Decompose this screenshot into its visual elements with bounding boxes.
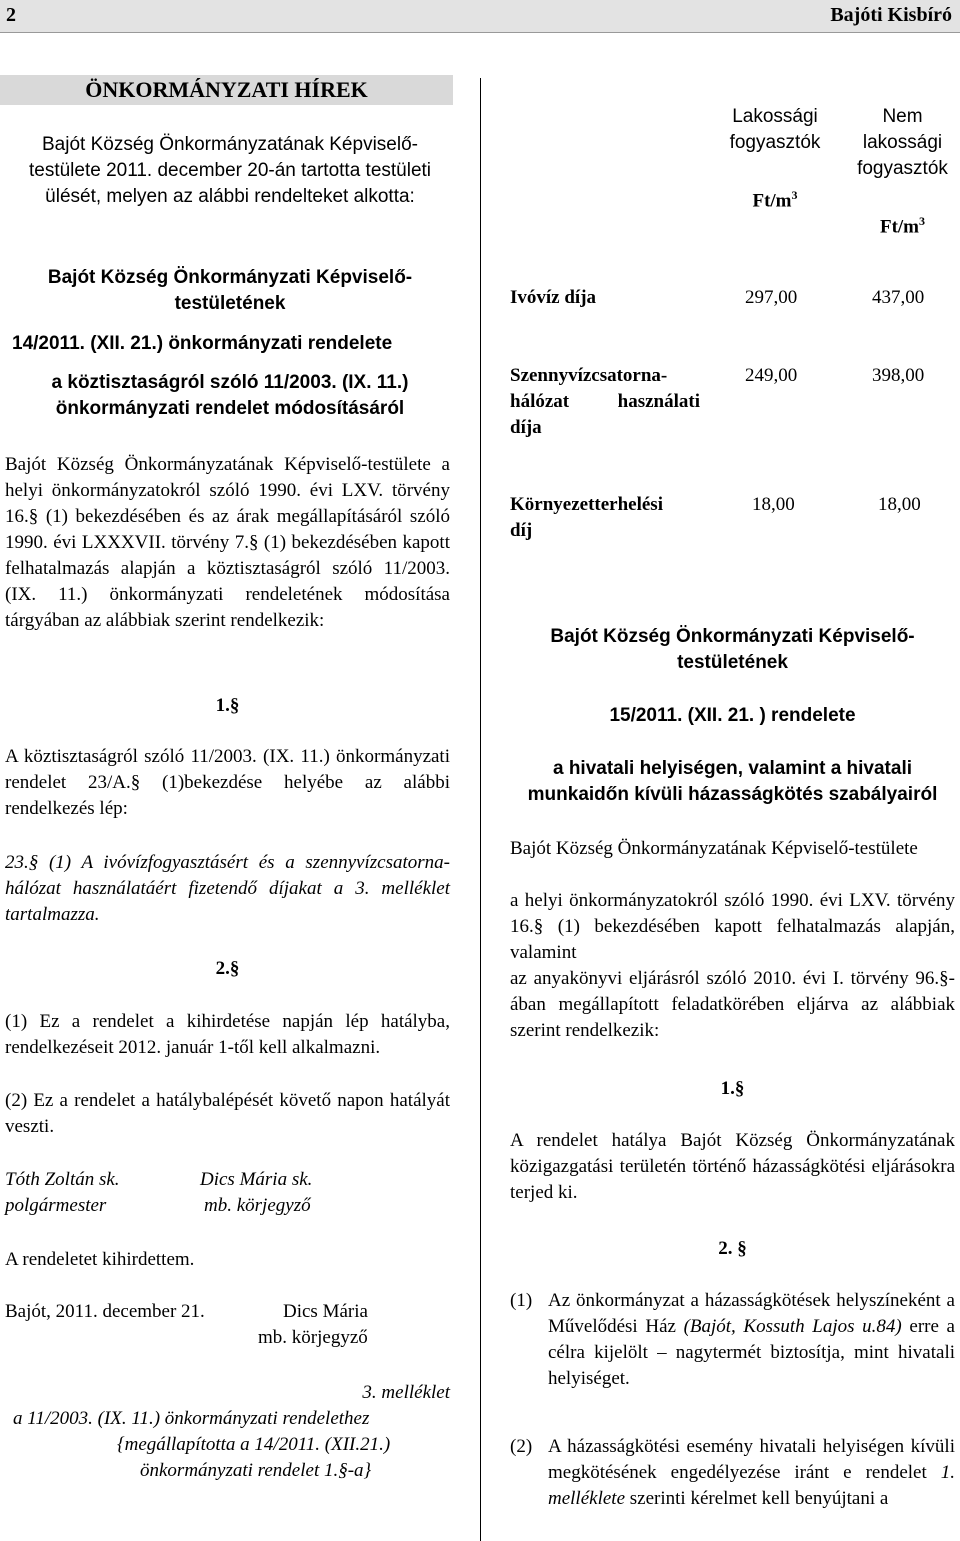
decree2-section-1-mark: 1.§ (720, 1078, 745, 1099)
signer-3-title: mb. körjegyző (258, 1327, 368, 1348)
decree2-preamble-3: az anyakönyvi eljárásról szóló 2010. évi I. törvény 96.§-ában megállapított feladatkörében eljárva az alábbiak szerint rendelkezik: (510, 968, 955, 1041)
row-2-value-1: 249,00 (745, 365, 798, 386)
page-number: 2 (6, 4, 16, 26)
signer-1-title: polgármester (5, 1195, 107, 1216)
signer-2-name: Dics Mária sk. (200, 1169, 313, 1190)
para-2-text: A házasságkötési esemény hivatali helyiségen kívüli megkötésének engedélyezése iránt e rendelet 1. melléklete szerinti kérelmet kell benyújtani a (548, 1436, 955, 1509)
section-2-para-1: (1) Ez a rendelet a kihirdetése napján lép hatályba, rendelkezéseit 2012. január 1-től kell alkalmazni. (5, 1011, 450, 1058)
decree2-section-1-text: A rendelet hatálya Bajót Község Önkormányzatának közigazgatási területén történő házasságkötési eljárásokra terjed ki. (510, 1130, 955, 1203)
decree2-section-2-mark: 2. § (718, 1238, 747, 1259)
col1-header-l1: Lakossági (732, 106, 818, 127)
section-2-para-2: (2) Ez a rendelet a hatálybalépését követő napon hatályát veszti. (5, 1090, 450, 1137)
decree-heading-1: Bajót Község Önkormányzati Képviselő-testületének (47, 267, 413, 314)
row-label-sewage-l3: díja (510, 417, 542, 438)
col1-header-l2: fogyasztók (729, 132, 821, 153)
row-label-drinking-water: Ivóvíz díja (510, 287, 597, 308)
column-divider (480, 78, 481, 1541)
section-title: ÖNKORMÁNYZATI HÍREK (0, 75, 453, 105)
decree2-heading-2: 15/2011. (XII. 21. ) rendelete (609, 705, 856, 726)
signer-2-title: mb. körjegyző (204, 1195, 311, 1216)
row-label-env-l2: díj (510, 520, 533, 541)
decree2-preamble-2: a helyi önkormányzatokról szóló 1990. évi LXV. törvény 16.§ (1) bekezdésében kapott felhatalmazás alapján, valamint (510, 890, 955, 963)
preamble: Bajót Község Önkormányzatának Képviselő-testülete a helyi önkormányzatokról szóló 1990. évi LXV. törvény 16.§ (1) bekezdésében és az árak megállapításáról szóló 1990. évi LXXXVII. törvény 7.§ (1) bekezdésében kapott felhatalmazás alapján a köztisztaságról szóló 11/2003. (IX. 11.) önkormányzati rendeletének módosítása tárgyában az alábbiak szerint rendelkezik: (5, 454, 450, 631)
para-1-text: Az önkormányzat a házasságkötések helyszíneként a Művelődési Ház (Bajót, Kossuth Lajos u.84) erre a célra kijelölt – nagytermét biztosítja, mint hivatali helyiséget. (548, 1290, 955, 1389)
row-label-sewage-l1: Szennyvízcsatorna- (510, 365, 668, 386)
annex-line-4: önkormányzati rendelet 1.§-a} (140, 1460, 372, 1481)
row-label-sewage-l2: hálózat használati (510, 391, 700, 412)
row-1-value-1: 297,00 (745, 287, 798, 308)
row-2-value-2: 398,00 (872, 365, 925, 386)
signer-1-name: Tóth Zoltán sk. (5, 1169, 120, 1190)
signer-3-name: Dics Mária (283, 1301, 368, 1322)
section-1-mark: 1.§ (215, 695, 240, 716)
col2-header-l1: Nem (882, 106, 923, 127)
para-1-number: (1) (510, 1290, 533, 1311)
section-2-mark: 2.§ (215, 958, 240, 979)
decree2-subject: a hivatali helyiségen, valamint a hivatali munkaidőn kívüli házasságkötés szabályairól (527, 758, 938, 805)
annex-line-2: a 11/2003. (IX. 11.) önkormányzati rendelethez (13, 1408, 370, 1429)
row-3-value-1: 18,00 (752, 494, 795, 515)
promulgation-note: A rendeletet kihirdettem. (5, 1249, 195, 1270)
decree2-preamble-1: Bajót Község Önkormányzatának Képviselő-testülete (510, 838, 918, 859)
section-1-quote: 23.§ (1) A ivóvízfogyasztásért és a szennyvízcsatorna-hálózat használatáért fizetendő díjakat a 3. melléklet tartalmazza. (5, 852, 450, 925)
annex-line-3: {megállapította a 14/2011. (XII.21.) (117, 1434, 391, 1455)
row-label-env-l1: Környezetterhelési (510, 494, 663, 515)
para-2-number: (2) (510, 1436, 533, 1457)
row-3-value-2: 18,00 (878, 494, 921, 515)
section-1-text: A köztisztaságról szóló 11/2003. (IX. 11.) önkormányzati rendelet 23/A.§ (1)bekezdése helyébe az alábbi rendelkezés lép: (5, 746, 450, 819)
decree-subject: a köztisztaságról szóló 11/2003. (IX. 11.) önkormányzati rendelet módosításáról (51, 372, 409, 419)
col2-header-l3: fogyasztók (857, 158, 948, 179)
col2-header-l2: lakossági (862, 132, 943, 153)
col2-unit: $Ft/m^3$ (879, 214, 926, 238)
publication-title: Bajóti Kisbíró (830, 4, 952, 26)
intro-text: Bajót Község Önkormányzatának Képviselő-testülete 2011. december 20-án tartotta testületi ülését, melyen az alábbi rendelteket alkotta: (28, 134, 432, 207)
col1-unit: $Ft/m^3$ (752, 188, 798, 212)
place-date: Bajót, 2011. december 21. (5, 1301, 205, 1322)
page-header (0, 0, 960, 33)
decree-heading-2: 14/2011. (XII. 21.) önkormányzati rendelete (12, 333, 393, 354)
decree2-heading-1: Bajót Község Önkormányzati Képviselő-testületének (550, 626, 915, 673)
annex-line-1: 3. melléklet (362, 1382, 450, 1403)
row-1-value-2: 437,00 (872, 287, 925, 308)
